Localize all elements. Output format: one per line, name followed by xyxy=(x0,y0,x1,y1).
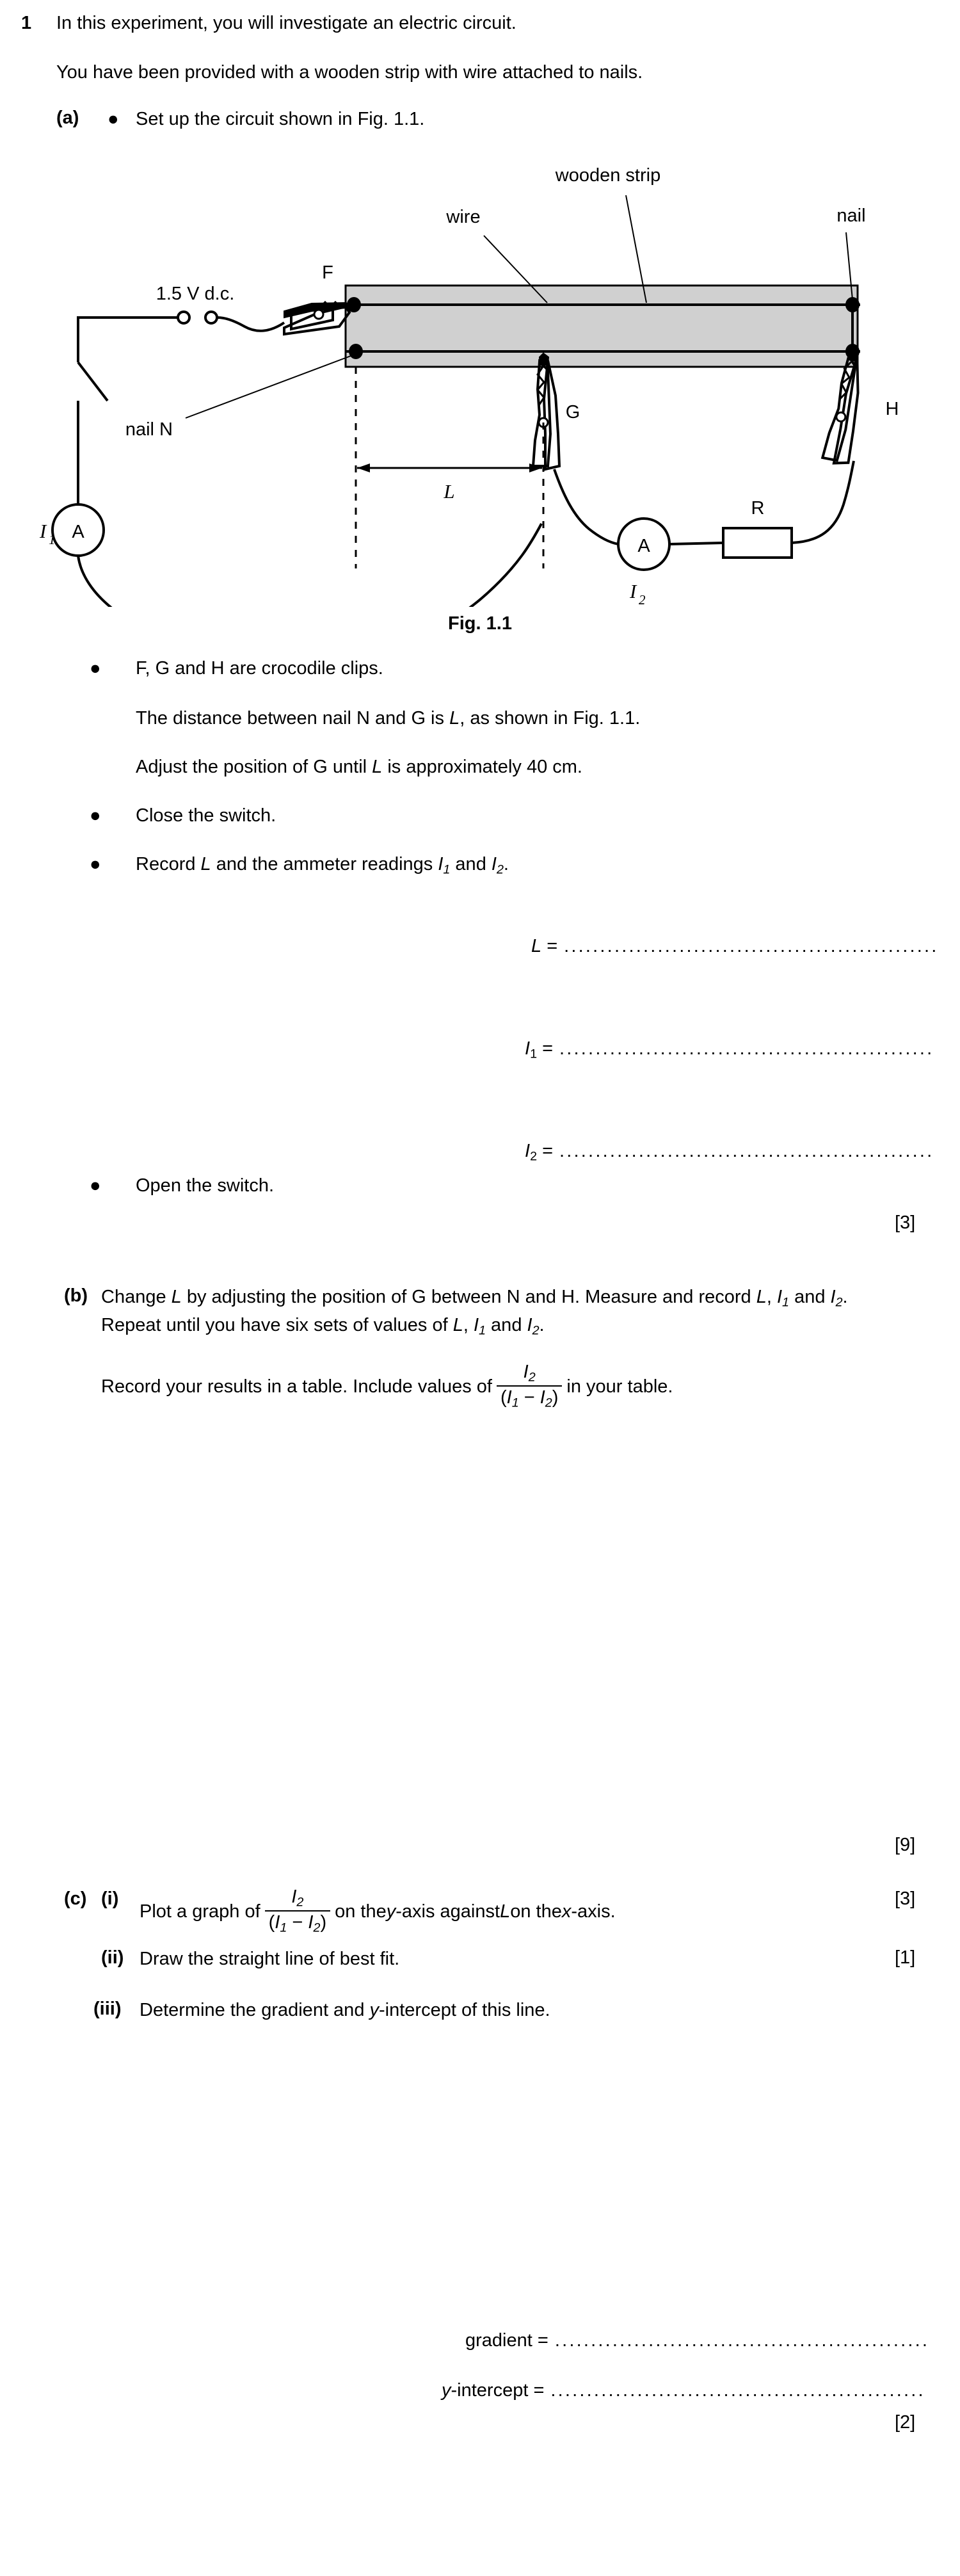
var-I2-sub: 2 xyxy=(835,1295,843,1310)
answer-dots[interactable]: .................................................... xyxy=(564,936,939,956)
part-b-line-3 xyxy=(101,1364,673,1411)
var-I2-sub: 2 xyxy=(313,1920,321,1935)
answer-dots[interactable]: .................................................... xyxy=(559,1038,934,1059)
text-fragment: Adjust the position of G until xyxy=(136,757,372,777)
fraction-denominator xyxy=(497,1385,562,1410)
var-I1-sub: 1 xyxy=(280,1920,287,1935)
var-L: L xyxy=(372,757,383,777)
var-I2: I xyxy=(308,1912,314,1933)
marks-part-c-iii: [2] xyxy=(895,2412,916,2433)
wooden-strip-body xyxy=(346,286,858,367)
var-L: L xyxy=(171,1287,182,1307)
paren-open: ( xyxy=(500,1387,507,1408)
marks-part-c-i: [3] xyxy=(895,1888,916,1909)
text-fragment: Repeat until you have six sets of values of xyxy=(101,1315,453,1335)
text-fragment: . xyxy=(842,1287,848,1307)
ammeter-1-symbol: A xyxy=(72,522,84,542)
var-x: x xyxy=(561,1901,572,1922)
leader-nail-N xyxy=(186,356,351,418)
label-clip-G: G xyxy=(565,402,580,423)
var-I1: I xyxy=(275,1912,280,1933)
label-clip-F: F xyxy=(322,262,333,283)
var-I2: I xyxy=(523,1362,529,1382)
answer-line-gradient xyxy=(465,2330,929,2351)
length-label: L xyxy=(444,480,455,503)
text-fragment: , as shown in Fig. 1.1. xyxy=(460,708,641,729)
bullet-marker: ● xyxy=(108,109,119,129)
var-I2-sub: 2 xyxy=(545,1396,552,1410)
text-fragment: Record your results in a table. Include values of xyxy=(101,1376,492,1397)
part-a-bullet-3: Close the switch. xyxy=(136,805,276,826)
part-a-sub-line-2 xyxy=(136,755,582,780)
label-wooden-strip: wooden strip xyxy=(555,165,661,186)
var-I1-sub: 1 xyxy=(782,1295,790,1310)
label-wire: wire xyxy=(446,207,481,227)
answer-dots[interactable]: .................................................... xyxy=(550,2380,925,2401)
var-I1: I xyxy=(438,854,444,874)
bullet-marker: ● xyxy=(90,658,101,679)
figure-caption: Fig. 1.1 xyxy=(448,613,512,634)
bullet-marker: ● xyxy=(90,805,101,826)
gradient-label xyxy=(465,2330,548,2351)
text-fragment: . xyxy=(503,854,509,874)
var-I2-sub: 2 xyxy=(532,1323,540,1338)
equals-sign: = xyxy=(533,2380,545,2401)
gradient-text: gradient xyxy=(465,2330,532,2351)
question-number: 1 xyxy=(21,13,32,33)
answer-I1-label xyxy=(525,1038,553,1062)
text-fragment: by adjusting the position of G between N and H. Measure and record xyxy=(181,1287,756,1307)
text-fragment: The distance between nail N and G is xyxy=(136,708,450,729)
equals-sign: = xyxy=(542,1141,554,1161)
text-fragment: on the xyxy=(335,1901,387,1922)
var-y: y xyxy=(442,2380,451,2401)
figure-1-1 xyxy=(0,146,960,607)
var-I2-sub: 2 xyxy=(528,1370,536,1385)
var-y: y xyxy=(386,1901,396,1922)
fraction-numerator xyxy=(265,1887,330,1910)
equals-sign: = xyxy=(547,936,558,956)
wire-resistor-to-H xyxy=(792,461,854,543)
ammeter-2-symbol: A xyxy=(637,536,650,556)
y-intercept-label xyxy=(442,2380,544,2401)
equals-sign: = xyxy=(542,1038,554,1059)
part-b-line-1 xyxy=(101,1285,848,1311)
label-supply: 1.5 V d.c. xyxy=(156,284,235,304)
var-I2: I xyxy=(540,1387,545,1408)
answer-dots[interactable]: .................................................... xyxy=(559,1141,934,1161)
bullet-marker: ● xyxy=(90,1175,101,1196)
text-fragment: and xyxy=(486,1315,527,1335)
text-fragment: -axis against xyxy=(396,1901,500,1922)
crocodile-clip-F xyxy=(284,302,353,334)
part-c-label: (c) xyxy=(64,1888,87,1909)
var-I1: I xyxy=(776,1287,783,1307)
var-L: L xyxy=(500,1901,511,1922)
fraction-I2-over-I1-minus-I2 xyxy=(265,1887,330,1935)
equals-sign: = xyxy=(537,2330,548,2351)
intro-line-1: In this experiment, you will investigate an electric circuit. xyxy=(56,13,516,33)
text-fragment: Record xyxy=(136,854,201,874)
text-fragment: and xyxy=(789,1287,831,1307)
current-2-label: I xyxy=(630,580,637,602)
text-fragment: , xyxy=(463,1315,474,1335)
answer-L-label xyxy=(531,936,557,957)
text-fragment: -intercept of this line. xyxy=(379,2000,550,2020)
text-fragment: Determine the gradient and xyxy=(140,2000,370,2020)
marks-part-c-ii: [1] xyxy=(895,1947,916,1968)
answer-line-I1 xyxy=(525,1038,934,1062)
part-a-label: (a) xyxy=(56,108,79,128)
var-L: L xyxy=(449,708,460,729)
part-a-sub-line-1 xyxy=(136,707,640,731)
var-I1: I xyxy=(525,1038,531,1059)
var-I2: I xyxy=(291,1887,297,1907)
part-a-bullet-2: F, G and H are crocodile clips. xyxy=(136,658,383,679)
bullet-marker: ● xyxy=(90,854,101,874)
current-2-subscript: 2 xyxy=(639,592,646,607)
answer-dots[interactable]: .................................................... xyxy=(554,2330,930,2351)
var-I2: I xyxy=(525,1141,531,1161)
text-fragment: Change xyxy=(101,1287,172,1307)
part-a-bullet-1: Set up the circuit shown in Fig. 1.1. xyxy=(136,109,425,129)
part-b-label: (b) xyxy=(64,1285,88,1306)
fraction-I2-over-I1-minus-I2 xyxy=(497,1362,562,1410)
current-1-label: I xyxy=(40,520,47,542)
text-fragment: , xyxy=(766,1287,777,1307)
intercept-text: -intercept xyxy=(451,2380,529,2401)
part-c-ii-text: Draw the straight line of best fit. xyxy=(140,1949,400,1969)
marks-part-a: [3] xyxy=(895,1212,916,1233)
var-I1-sub: 1 xyxy=(511,1396,519,1410)
var-I2-sub: 2 xyxy=(530,1149,538,1164)
answer-line-y-intercept xyxy=(442,2380,925,2401)
paren-close: ) xyxy=(552,1387,559,1408)
part-c-i-text xyxy=(140,1888,616,1936)
var-I2-sub: 2 xyxy=(496,862,504,877)
label-clip-H: H xyxy=(885,399,899,419)
wire-bottom-loop xyxy=(78,524,541,607)
text-fragment: in your table. xyxy=(566,1376,673,1397)
intro-line-2: You have been provided with a wooden strip with wire attached to nails. xyxy=(56,62,643,83)
var-I1-sub: 1 xyxy=(530,1047,538,1061)
label-nail-N: nail N xyxy=(125,419,173,440)
var-I2: I xyxy=(527,1315,532,1335)
part-c-ii-label: (ii) xyxy=(101,1947,124,1968)
text-fragment: Plot a graph of xyxy=(140,1901,260,1922)
var-L: L xyxy=(756,1287,767,1307)
var-L: L xyxy=(200,854,211,874)
current-1-subscript: 1 xyxy=(49,532,56,547)
text-fragment: is approximately 40 cm. xyxy=(382,757,582,777)
text-fragment: -axis. xyxy=(571,1901,616,1922)
nail-N-dot xyxy=(349,344,363,359)
var-I1: I xyxy=(506,1387,512,1408)
var-I1-sub: 1 xyxy=(443,862,451,877)
part-c-i-label: (i) xyxy=(101,1888,119,1909)
switch-blade xyxy=(78,362,108,401)
fraction-numerator xyxy=(497,1362,562,1385)
var-y: y xyxy=(369,2000,379,2020)
paren-close: ) xyxy=(320,1912,327,1933)
wire-ammeter2-to-resistor xyxy=(669,543,723,544)
var-L: L xyxy=(531,936,542,956)
var-I2-sub: 2 xyxy=(296,1895,304,1910)
text-fragment: and xyxy=(450,854,492,874)
text-fragment: . xyxy=(539,1315,545,1335)
resistor-label: R xyxy=(751,498,765,519)
var-I2: I xyxy=(491,854,497,874)
var-I2: I xyxy=(830,1287,836,1307)
label-nail: nail xyxy=(836,205,866,226)
part-c-iii-text xyxy=(140,1999,550,2023)
answer-line-L xyxy=(531,936,939,957)
marks-part-b: [9] xyxy=(895,1835,916,1855)
lead-F-to-supply xyxy=(218,318,284,331)
arrow-head-left xyxy=(357,463,370,472)
answer-line-I2 xyxy=(525,1141,934,1164)
fraction-denominator xyxy=(265,1910,330,1935)
supply-terminal-left xyxy=(178,312,189,323)
text-fragment: on the xyxy=(510,1901,562,1922)
minus-sign: − xyxy=(518,1387,540,1408)
supply-terminal-right xyxy=(205,312,217,323)
minus-sign: − xyxy=(287,1912,308,1933)
var-I1: I xyxy=(473,1315,479,1335)
wire-G-to-ammeter2 xyxy=(554,469,618,544)
paren-open: ( xyxy=(268,1912,275,1933)
var-L: L xyxy=(452,1315,463,1335)
text-fragment: and the ammeter readings xyxy=(211,854,438,874)
part-a-bullet-4 xyxy=(136,853,509,878)
answer-I2-label xyxy=(525,1141,553,1164)
part-b-line-2 xyxy=(101,1314,545,1339)
crocodile-clip-G xyxy=(533,353,559,469)
part-a-bullet-5: Open the switch. xyxy=(136,1175,274,1196)
resistor-R xyxy=(723,528,792,558)
part-c-iii-label: (iii) xyxy=(93,1999,122,2019)
wire-supply-to-switch xyxy=(78,318,178,362)
var-I1-sub: 1 xyxy=(479,1323,486,1338)
